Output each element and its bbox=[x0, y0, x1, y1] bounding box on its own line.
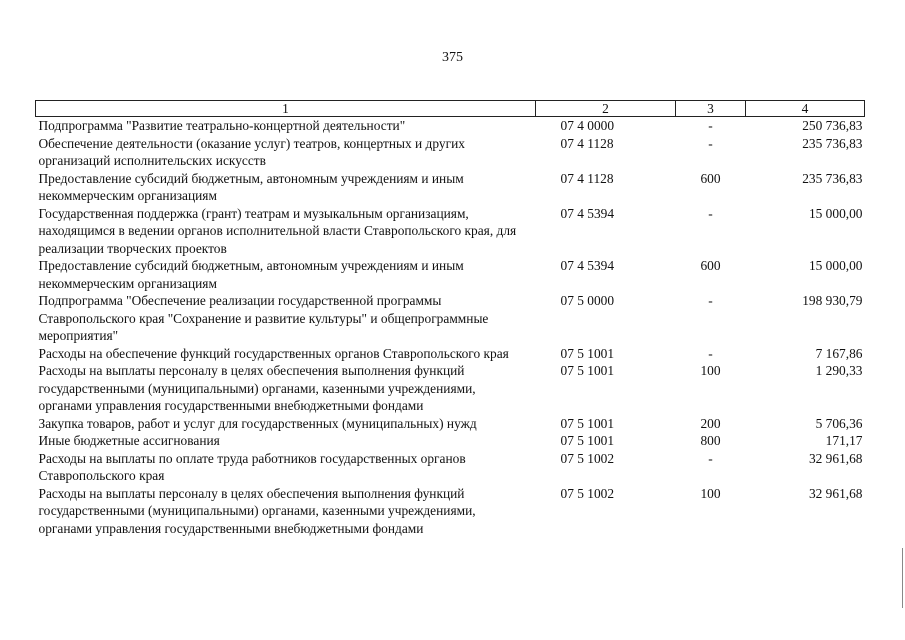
budget-table-container bbox=[35, 100, 864, 537]
row-type-cell: 800 bbox=[700, 433, 721, 448]
table-row bbox=[36, 362, 865, 415]
table-body bbox=[36, 117, 865, 538]
column-header-1: 1 bbox=[36, 101, 536, 117]
row-name-cell: Предоставление субсидий бюджетным, автономным учреждениям и иным некоммерческим организациям bbox=[38, 170, 464, 203]
row-code-cell: 07 4 5394 bbox=[560, 205, 615, 221]
table-row bbox=[36, 292, 865, 345]
table-row bbox=[36, 135, 865, 170]
row-name-cell: Подпрограмма "Развитие театрально-концертной деятельности" bbox=[38, 118, 406, 133]
row-code-cell: 07 5 1001 bbox=[560, 415, 615, 431]
row-amount-cell: 250 736,83 bbox=[802, 118, 863, 133]
row-type-cell: 100 bbox=[700, 363, 721, 378]
row-type-cell: - bbox=[708, 345, 713, 361]
row-amount-cell: 7 167,86 bbox=[815, 345, 863, 361]
row-amount-cell: 171,17 bbox=[825, 433, 863, 448]
row-amount-cell: 235 736,83 bbox=[802, 135, 863, 151]
table-row bbox=[36, 432, 865, 450]
table-row bbox=[36, 257, 865, 292]
row-code-cell: 07 5 1001 bbox=[560, 345, 615, 361]
row-code-cell: 07 4 5394 bbox=[560, 258, 615, 273]
row-code-cell: 07 4 1128 bbox=[560, 170, 614, 186]
table-row bbox=[36, 345, 865, 363]
row-name-cell: Предоставление субсидий бюджетным, автономным учреждениям и иным некоммерческим организациям bbox=[38, 258, 464, 291]
row-type-cell: - bbox=[708, 118, 713, 133]
row-name-cell: Расходы на выплаты персоналу в целях обеспечения выполнения функций государственными (муниципальными) органами, казенными учреждениями, органами управления государственными внебюджетными фондами bbox=[38, 485, 476, 536]
row-type-cell: 600 bbox=[700, 258, 721, 273]
row-name-cell: Закупка товаров, работ и услуг для государственных (муниципальных) нужд bbox=[38, 415, 477, 431]
row-type-cell: 200 bbox=[700, 415, 721, 431]
row-name-cell: Иные бюджетные ассигнования bbox=[38, 433, 220, 448]
column-header-3: 3 bbox=[676, 101, 746, 117]
row-amount-cell: 198 930,79 bbox=[802, 293, 863, 308]
row-type-cell: 100 bbox=[700, 485, 721, 501]
row-code-cell: 07 5 1001 bbox=[560, 433, 615, 448]
table-row bbox=[36, 205, 865, 258]
row-amount-cell: 5 706,36 bbox=[815, 415, 863, 431]
table-row bbox=[36, 117, 865, 135]
table-row bbox=[36, 485, 865, 538]
table-row bbox=[36, 450, 865, 485]
row-amount-cell: 15 000,00 bbox=[808, 205, 863, 221]
table-row bbox=[36, 170, 865, 205]
row-type-cell: - bbox=[708, 450, 713, 466]
row-amount-cell: 32 961,68 bbox=[808, 450, 863, 466]
row-name-cell: Расходы на обеспечение функций государственных органов Ставропольского края bbox=[38, 345, 509, 361]
row-code-cell: 07 4 1128 bbox=[560, 135, 614, 151]
table-header-row bbox=[36, 101, 865, 117]
row-name-cell: Расходы на выплаты персоналу в целях обеспечения выполнения функций государственными (муниципальными) органами, казенными учреждениями, органами управления государственными внебюджетными фондами bbox=[38, 363, 476, 413]
row-type-cell: - bbox=[708, 135, 713, 151]
row-name-cell: Обеспечение деятельности (оказание услуг) театров, концертных и других организаций исполнительских искусств bbox=[38, 135, 465, 168]
row-amount-cell: 32 961,68 bbox=[808, 485, 863, 501]
row-amount-cell: 1 290,33 bbox=[815, 363, 863, 378]
row-name-cell: Подпрограмма "Обеспечение реализации государственной программы Ставропольского края "Сохранение и развитие культуры" и общепрограммные мероприятия" bbox=[38, 293, 489, 343]
column-header-2: 2 bbox=[536, 101, 676, 117]
row-name-cell: Расходы на выплаты по оплате труда работников государственных органов Ставропольского края bbox=[38, 450, 466, 483]
row-code-cell: 07 4 0000 bbox=[560, 118, 615, 133]
row-code-cell: 07 5 1002 bbox=[560, 450, 615, 466]
row-code-cell: 07 5 0000 bbox=[560, 293, 615, 308]
row-amount-cell: 235 736,83 bbox=[802, 170, 863, 186]
margin-line bbox=[902, 548, 903, 608]
table-row bbox=[36, 415, 865, 433]
column-header-4: 4 bbox=[746, 101, 865, 117]
row-code-cell: 07 5 1001 bbox=[560, 363, 615, 378]
page-number: 375 bbox=[442, 50, 463, 65]
row-type-cell: 600 bbox=[700, 170, 721, 186]
budget-table bbox=[35, 100, 865, 537]
row-amount-cell: 15 000,00 bbox=[808, 258, 863, 273]
row-name-cell: Государственная поддержка (грант) театрам и музыкальным организациям, находящимся в ведении органов исполнительной власти Ставропольского края, для реализации творческих проектов bbox=[38, 205, 517, 256]
row-code-cell: 07 5 1002 bbox=[560, 485, 615, 501]
row-type-cell: - bbox=[708, 205, 713, 221]
row-type-cell: - bbox=[708, 293, 713, 308]
